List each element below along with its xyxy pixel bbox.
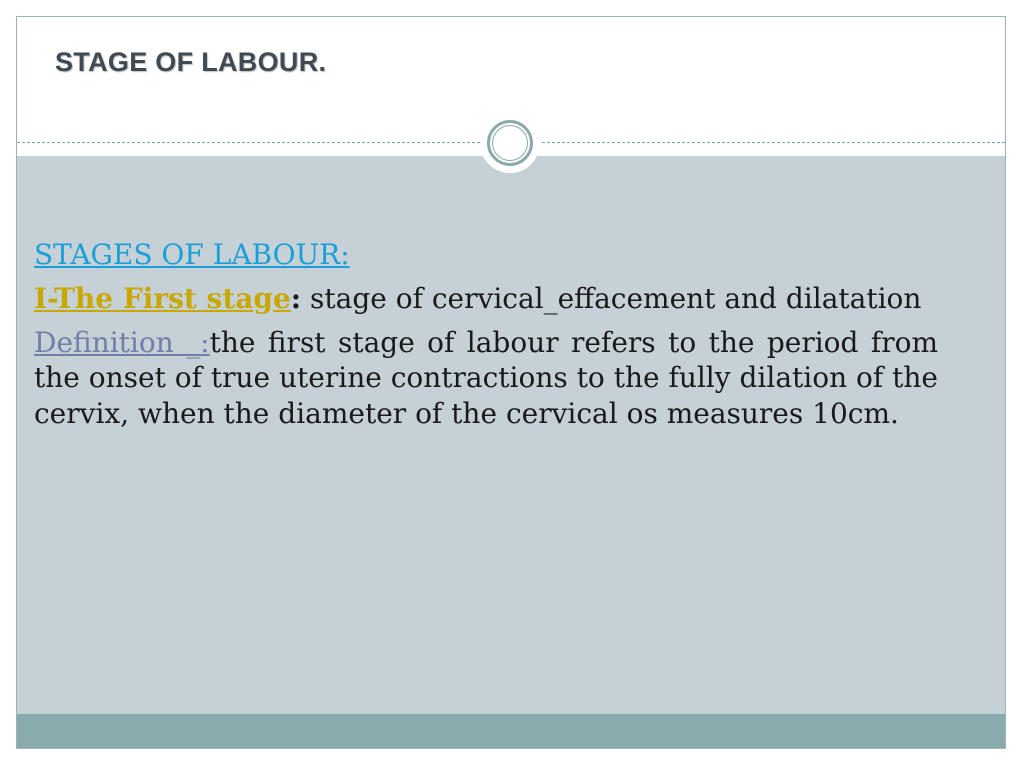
circle-inner-ornament-icon bbox=[492, 125, 528, 161]
slide-title: STAGE OF LABOUR. bbox=[55, 47, 327, 77]
first-stage-text: stage of cervical_effacement and dilatation bbox=[301, 281, 922, 315]
first-stage-label: I-The First stage bbox=[34, 281, 291, 315]
footer-band bbox=[17, 714, 1005, 748]
first-stage-colon: : bbox=[290, 281, 302, 315]
stages-heading: STAGES OF LABOUR: bbox=[34, 238, 350, 271]
first-stage-paragraph bbox=[34, 281, 938, 317]
definition-paragraph bbox=[34, 325, 938, 432]
heading-paragraph bbox=[34, 237, 938, 273]
definition-text: the first stage of labour refers to the period from the onset of true uterine contractions to the fully dilation of the cervix, when the diameter of the cervical os measures 10cm. bbox=[34, 325, 938, 431]
slide-body bbox=[34, 237, 938, 440]
definition-label: Definition _: bbox=[34, 325, 210, 359]
